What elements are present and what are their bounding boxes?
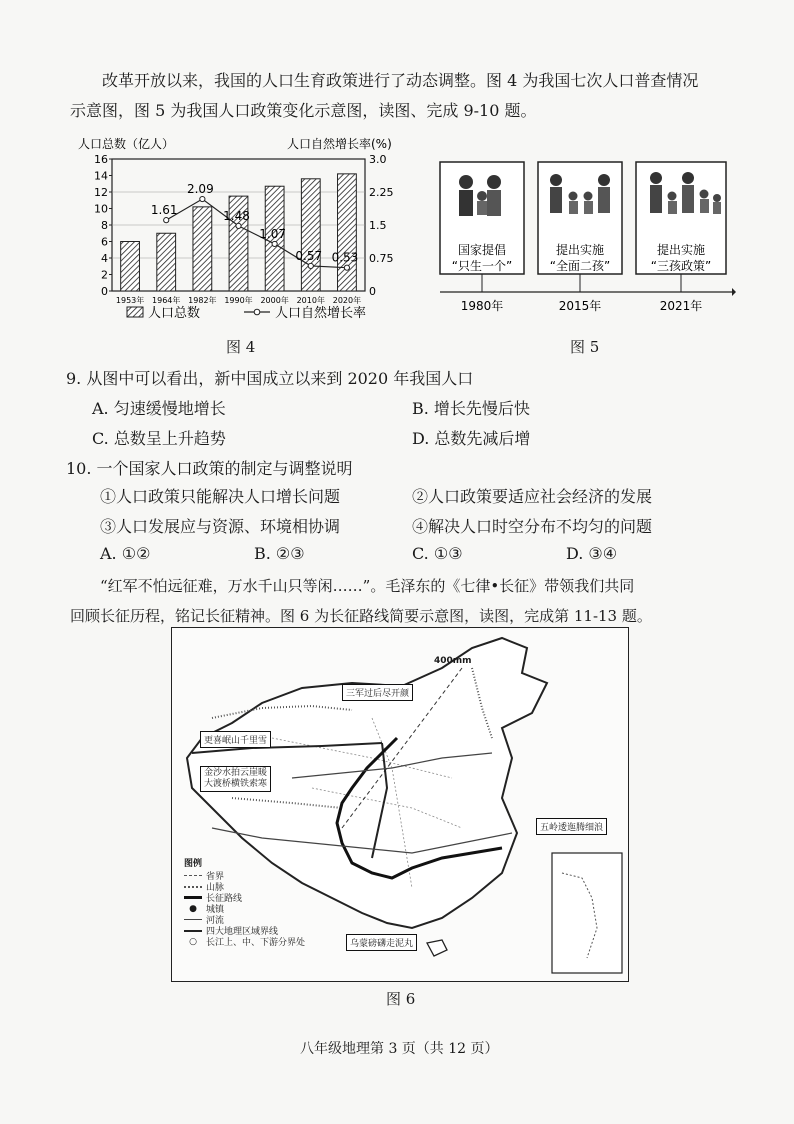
data-label: 0.53 xyxy=(331,250,359,265)
isoline-label: 400mm xyxy=(434,656,472,666)
bar-2020年 xyxy=(338,174,357,291)
x-tick-label: 2020年 xyxy=(332,296,362,305)
year-1980: 1980年 xyxy=(460,299,504,313)
q10-statement-4: ④解决人口时空分布不均匀的问题 xyxy=(412,517,653,536)
year-2015: 2015年 xyxy=(558,299,602,313)
x-tick-label: 2010年 xyxy=(296,296,325,305)
left-axis-ticks xyxy=(94,153,112,298)
q9-stem: 9. 从图中可以看出，新中国成立以来到 2020 年我国人口 xyxy=(66,369,474,388)
growth-rate-point xyxy=(236,223,241,228)
right-tick-label: 3.0 xyxy=(369,153,387,166)
panel-2021 xyxy=(636,162,726,274)
q9-option-c[interactable]: C. 总数呈上升趋势 xyxy=(92,429,226,448)
x-tick-label: 1990年 xyxy=(224,296,253,305)
legend-title: 图例 xyxy=(184,859,203,869)
panel-2-line-2: “全面二孩” xyxy=(549,259,611,273)
label-box-3-4 xyxy=(200,766,271,792)
left-tick-label: 14 xyxy=(94,169,108,183)
q9-option-a[interactable]: A. 匀速缓慢地增长 xyxy=(92,399,226,418)
label-box-5: 五岭逶迤腾细浪 xyxy=(536,818,607,835)
growth-rate-point xyxy=(164,218,169,223)
intro-line-1: 改革开放以来，我国的人口生育政策进行了动态调整。图 4 为我国七次人口普查情况 xyxy=(102,71,699,90)
legend-region-boundary: 四大地理区域界线 xyxy=(206,927,279,937)
q9-option-b[interactable]: B. 增长先慢后快 xyxy=(412,399,530,418)
label-box-4: 大渡桥横铁索寒 xyxy=(204,779,268,789)
right-tick-label: 0.75 xyxy=(369,252,394,265)
growth-rate-point xyxy=(308,263,313,268)
left-tick-label: 12 xyxy=(94,186,108,199)
legend-line-label: 人口自然增长率 xyxy=(275,306,367,321)
bar-series xyxy=(121,174,357,291)
legend-town: 城镇 xyxy=(206,905,225,915)
legend-bar-swatch xyxy=(127,307,143,317)
figure-6-map xyxy=(171,627,629,982)
q10-option-c[interactable]: C. ①③ xyxy=(412,544,463,563)
x-tick-label: 2000年 xyxy=(260,296,289,305)
label-box-1: 三军过后尽开颜 xyxy=(342,684,413,701)
figure-4-chart xyxy=(72,134,412,334)
x-axis-ticks xyxy=(116,295,361,305)
figure-6-caption: 图 6 xyxy=(386,990,416,1008)
panel-3-line-2: “三孩政策” xyxy=(650,259,712,273)
figure-5-illustration xyxy=(436,158,736,318)
q10-statement-2: ②人口政策要适应社会经济的发展 xyxy=(412,487,653,506)
growth-rate-point xyxy=(344,265,349,270)
legend-mountain: 山脉 xyxy=(206,883,225,893)
left-tick-label: 4 xyxy=(101,252,108,265)
right-tick-label: 0 xyxy=(369,285,376,298)
x-tick-label: 1982年 xyxy=(188,296,217,305)
q10-stem: 10. 一个国家人口政策的制定与调整说明 xyxy=(66,459,353,478)
right-tick-label: 1.5 xyxy=(369,219,387,232)
data-label: 1.61 xyxy=(150,203,178,218)
legend-river: 河流 xyxy=(206,916,225,926)
left-tick-label: 2 xyxy=(101,268,108,282)
data-label: 2.09 xyxy=(186,182,214,197)
x-tick-label: 1953年 xyxy=(115,296,145,305)
legend-bar-label: 人口总数 xyxy=(148,306,201,321)
intro-line-2: 示意图，图 5 为我国人口政策变化示意图，读图、完成 9-10 题。 xyxy=(70,101,537,120)
q10-option-d[interactable]: D. ③④ xyxy=(566,544,618,563)
intro2-line-1: “红军不怕远征难，万水千山只等闲……”。毛泽东的《七律•长征》带领我们共同 xyxy=(100,577,635,595)
legend-route: 长征路线 xyxy=(206,894,243,904)
legend-yangtze-division: 长江上、中、下游分界处 xyxy=(206,938,306,948)
map-legend: 省界 山脉 长征路线 ● 城镇 河流 四大地理区域界线 ○ 长江上、中、下游分界处 xyxy=(184,870,305,947)
panel-1-line-2: “只生一个” xyxy=(451,259,513,273)
panel-1-line-1: 国家提倡 xyxy=(457,243,507,257)
left-tick-label: 8 xyxy=(101,219,108,232)
bar-1982年 xyxy=(193,207,212,291)
panel-1980 xyxy=(440,162,524,274)
figure-4-caption: 图 4 xyxy=(226,338,256,356)
q10-statement-3: ③人口发展应与资源、环境相协调 xyxy=(100,517,341,536)
page-footer: 八年级地理第 3 页（共 12 页） xyxy=(300,1041,499,1057)
q9-option-d[interactable]: D. 总数先减后增 xyxy=(412,429,531,448)
figure-5-caption: 图 5 xyxy=(570,338,600,356)
right-axis-label: 人口自然增长率(%) xyxy=(287,137,392,151)
line-series xyxy=(151,182,358,270)
panel-2015 xyxy=(538,162,622,274)
label-box-6: 乌蒙磅礴走泥丸 xyxy=(346,934,417,951)
panel-3-line-1: 提出实施 xyxy=(656,243,706,257)
label-box-2: 更喜岷山千里雪 xyxy=(200,731,271,748)
q10-option-b[interactable]: B. ②③ xyxy=(254,544,305,563)
label-box-3: 金沙水拍云崖暖 xyxy=(204,768,268,778)
growth-rate-point xyxy=(200,196,205,201)
left-tick-label: 6 xyxy=(101,235,108,249)
left-tick-label: 16 xyxy=(94,153,108,166)
legend-province: 省界 xyxy=(206,872,225,882)
data-label: 1.48 xyxy=(223,208,250,223)
year-2021: 2021年 xyxy=(659,299,703,313)
data-label: 0.57 xyxy=(295,248,323,263)
left-tick-label: 0 xyxy=(101,285,108,298)
left-axis-label: 人口总数（亿人） xyxy=(78,137,175,151)
right-axis-ticks xyxy=(369,153,394,298)
intro2-line-2: 回顾长征历程，铭记长征精神。图 6 为长征路线简要示意图，读图，完成第 11-13 题。 xyxy=(70,607,652,625)
q10-statement-1: ①人口政策只能解决人口增长问题 xyxy=(100,487,341,506)
right-tick-label: 2.25 xyxy=(369,186,394,199)
bar-1964年 xyxy=(157,233,176,291)
x-tick-label: 1964年 xyxy=(152,296,181,305)
growth-rate-point xyxy=(272,241,277,246)
bar-1953年 xyxy=(121,242,140,292)
q10-option-a[interactable]: A. ①② xyxy=(100,544,151,563)
bar-2010年 xyxy=(301,179,320,291)
legend-line-marker xyxy=(254,309,260,315)
data-label: 1.07 xyxy=(259,226,287,241)
left-tick-label: 10 xyxy=(94,202,108,216)
panel-2-line-1: 提出实施 xyxy=(555,243,605,257)
